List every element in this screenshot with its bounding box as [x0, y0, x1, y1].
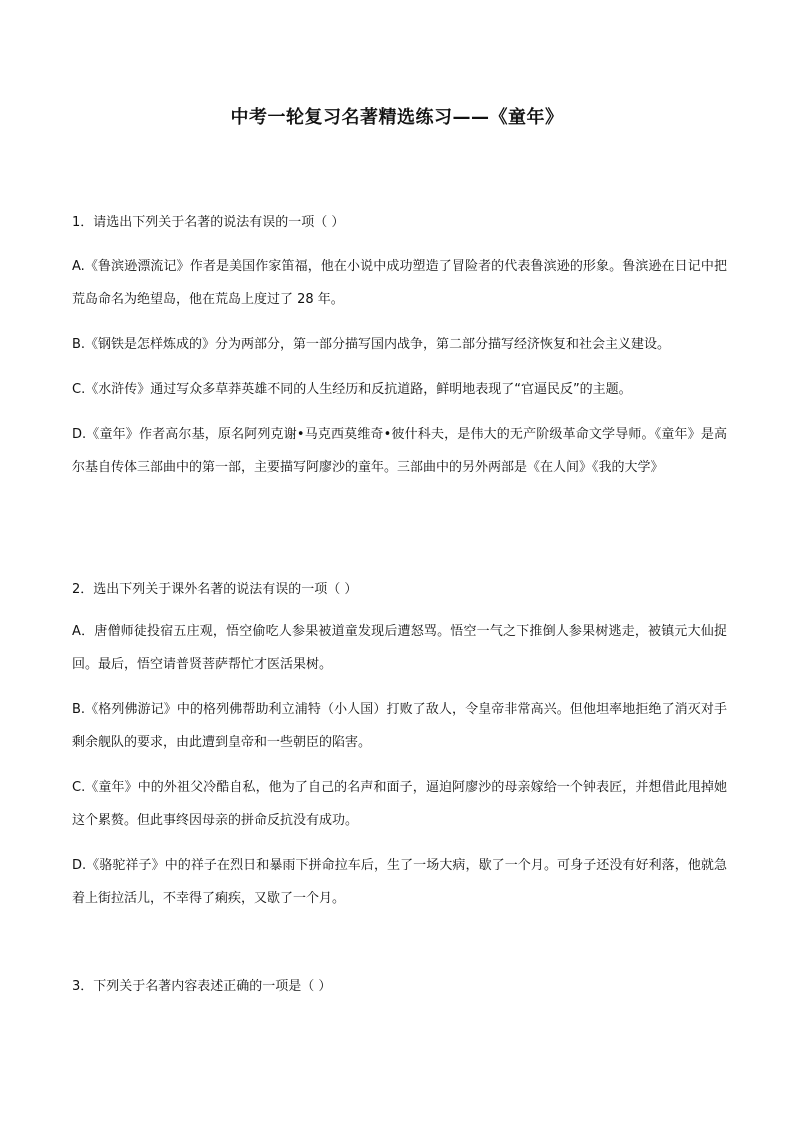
question-1-option-b: B.《钢铁是怎样炼成的》分为两部分，第一部分描写国内战争，第二部分描写经济恢复和社会主义建设。	[72, 337, 671, 352]
question-2-stem: 2．选出下列关于课外名著的说法有误的一项（ ）	[72, 582, 358, 597]
question-2-option-c: C.《童年》中的外祖父冷酷自私，他为了自己的名声和面子，逼迫阿廖沙的母亲嫁给一个钟表匠，并想借此甩掉她这个累赘。但此事终因母亲的拼命反抗没有成功。	[72, 780, 727, 828]
document-title: 中考一轮复习名著精选练习——《童年》	[230, 107, 564, 128]
question-2-option-b: B.《格列佛游记》中的格列佛帮助利立浦特（小人国）打败了敌人，令皇帝非常高兴。但他坦率地拒绝了消灭对手剩余舰队的要求，由此遭到皇帝和一些朝臣的陷害。	[72, 702, 727, 750]
question-1-stem: 1．请选出下列关于名著的说法有误的一项（ ）	[72, 215, 345, 230]
question-2-option-a: A．唐僧师徒投宿五庄观，悟空偷吃人参果被道童发现后遭怒骂。悟空一气之下推倒人参果树逃走，被镇元大仙捉回。最后，悟空请普贤菩萨帮忙才医活果树。	[72, 624, 727, 672]
question-3-stem: 3．下列关于名著内容表述正确的一项是（ ）	[72, 979, 332, 994]
question-1-option-c: C.《水浒传》通过写众多草莽英雄不同的人生经历和反抗道路，鲜明地表现了“官逼民反”的主题。	[72, 382, 632, 397]
question-1-option-a: A.《鲁滨逊漂流记》作者是美国作家笛福，他在小说中成功塑造了冒险者的代表鲁滨逊的形象。鲁滨逊在日记中把荒岛命名为绝望岛，他在荒岛上度过了 28 年。	[72, 259, 727, 307]
question-2-option-d: D.《骆驼祥子》中的祥子在烈日和暴雨下拼命拉车后，生了一场大病，歇了一个月。可身子还没有好利落，他就急着上街拉活儿，不幸得了痢疾，又歇了一个月。	[72, 858, 727, 906]
question-1-option-d: D.《童年》作者高尔基，原名阿列克谢•马克西莫维奇•彼什科夫，是伟大的无产阶级革命文学导师。《童年》是高尔基自传体三部曲中的第一部，主要描写阿廖沙的童年。三部曲中的另外两部是《在人间》《我的大学》	[72, 427, 727, 475]
